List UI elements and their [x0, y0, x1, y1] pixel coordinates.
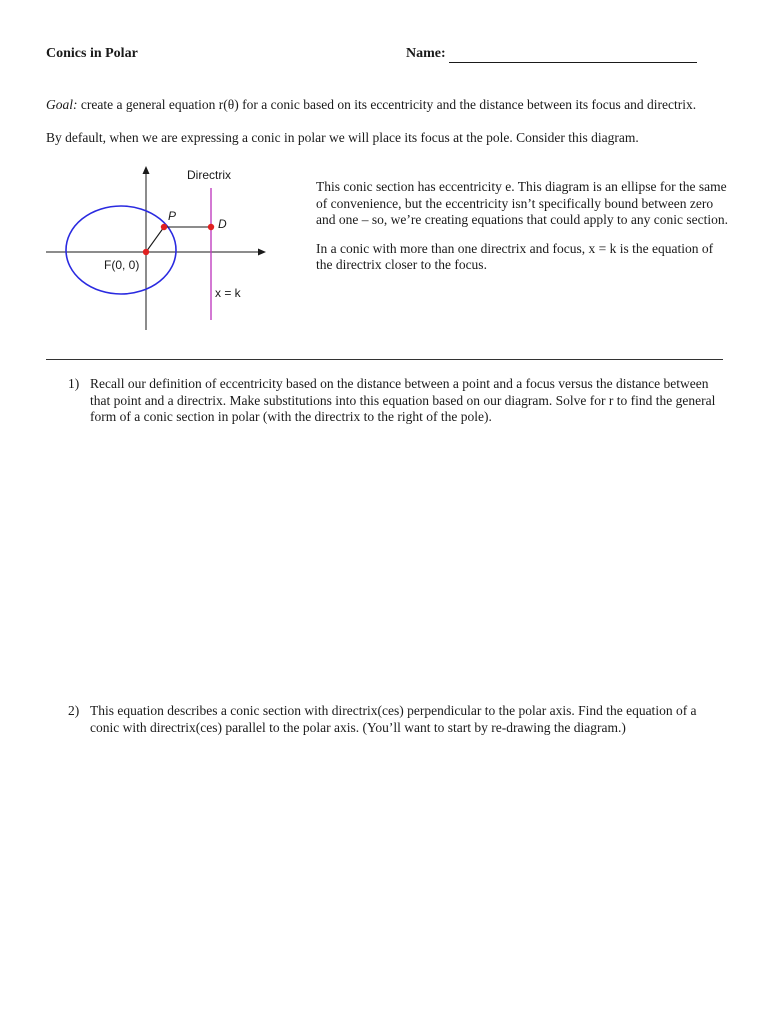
page-title: Conics in Polar [46, 46, 138, 61]
description-paragraph-1: This conic section has eccentricity e. This diagram is an ellipse for the same of convenience, but the eccentricity isn’t specifically bound between zero and one – so, we’re creating equations that could apply to any conic section. [316, 179, 728, 227]
question-2 [68, 703, 728, 736]
section-divider [46, 359, 723, 360]
conic-diagram [40, 160, 280, 340]
point-d-dot [208, 224, 214, 230]
goal-text: create a general equation r(θ) for a conic based on its eccentricity and the distance between its focus and directrix. [77, 97, 697, 112]
x-axis-arrow [258, 249, 266, 256]
point-d-label: D [218, 217, 227, 231]
y-axis-arrow [143, 166, 150, 174]
point-p-label: P [168, 209, 177, 223]
name-blank-line[interactable] [449, 62, 697, 63]
focus-dot [143, 249, 149, 255]
directrix-equation-label: x = k [215, 286, 241, 300]
name-label: Name: [406, 46, 446, 61]
segment-fp [146, 227, 164, 252]
goal-statement [46, 96, 736, 113]
description-paragraph-2: In a conic with more than one directrix and focus, x = k is the equation of the directrix closer to the focus. [316, 240, 714, 272]
ellipse-curve [66, 206, 176, 294]
question-2-number: 2) [68, 703, 80, 718]
point-p-dot [161, 224, 167, 230]
question-1-text: Recall our definition of eccentricity based on the distance between a point and a focus versus the distance between that point and a directrix. Make substitutions into this equation based on our diagram. Solve for r to find the general form of a conic section in polar (with the directrix to the right of the pole). [90, 376, 716, 424]
goal-label: Goal: [46, 97, 78, 112]
question-1-number: 1) [68, 376, 80, 391]
directrix-label: Directrix [187, 168, 231, 182]
focus-label: F(0, 0) [104, 258, 140, 272]
question-2-text: This equation describes a conic section with directrix(ces) perpendicular to the polar axis. Find the equation of a conic with directrix(ces) parallel to the polar axis. (You’ll want to start by re-drawing the diagram.) [90, 703, 697, 735]
diagram-description [316, 179, 728, 286]
default-statement: By default, when we are expressing a conic in polar we will place its focus at the pole. Consider this diagram. [46, 130, 639, 145]
question-1 [68, 376, 728, 426]
